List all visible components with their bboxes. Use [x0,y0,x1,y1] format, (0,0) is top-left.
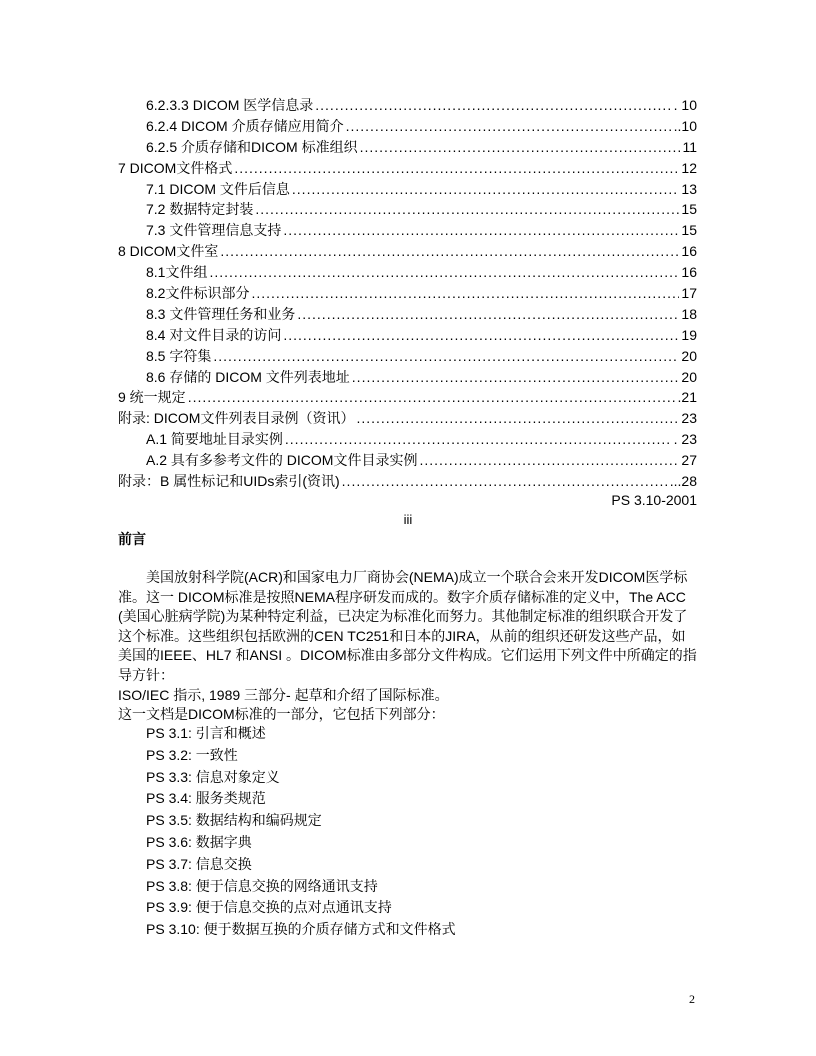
toc-entry-title: 8.3 文件管理任务和业务 [146,305,296,322]
toc-entry[interactable] [118,158,697,179]
toc-entry-title: 6.2.5 介质存储和DICOM 标准组织 [146,138,358,155]
dot-leader [234,158,679,179]
toc-entry-title: A.1 简要地址目录实例 [146,431,283,448]
dot-leader [285,429,672,450]
toc-entry[interactable] [118,116,697,137]
toc-entry-page: 23 [681,410,697,427]
toc-entry-page: 16 [681,243,697,260]
dot-leader [315,95,671,116]
dot-leader [342,471,668,492]
list-item: PS 3.8: 便于信息交换的网络通讯支持 [146,877,378,894]
toc-entry[interactable] [118,137,697,158]
dot-leader [356,408,679,429]
toc-entry[interactable] [118,95,697,116]
toc-entry[interactable] [118,325,697,346]
dot-leader [188,387,676,408]
toc-entry-page: 27 [681,452,697,469]
dot-leader [255,199,679,220]
toc-entry-page: ..10 [673,117,697,134]
toc-entry[interactable] [118,367,697,388]
toc-entry-title: 6.2.3.3 DICOM 医学信息录 [146,97,314,113]
dot-leader [419,450,679,471]
list-item: PS 3.1: 引言和概述 [146,725,266,741]
dot-leader [352,367,680,388]
dot-leader [251,283,679,304]
toc-entry-page: 12 [681,159,697,176]
dot-leader [360,137,681,158]
toc-entry-title: 7.2 数据特定封装 [146,201,254,218]
toc-entry-title: 9 统一规定 [118,389,186,406]
toc-entry-title: 附录：B 属性标记和UIDs索引(资讯) [118,473,340,490]
dot-leader [220,241,679,262]
toc-entry-page: . 10 [673,97,697,113]
toc-entry-page: ...28 [669,473,697,490]
toc-entry-title: 8.6 存储的 DICOM 文件列表地址 [146,368,350,385]
table-of-contents [118,95,697,492]
toc-entry-title: 6.2.4 DICOM 介质存储应用简介 [146,117,344,134]
dot-leader [213,346,679,367]
list-item: PS 3.4: 服务类规范 [146,790,266,807]
list-item: PS 3.7: 信息交换 [146,855,252,872]
toc-entry-page: 20 [681,347,697,364]
list-item: PS 3.2: 一致性 [146,746,238,763]
list-item: PS 3.9: 便于信息交换的点对点通讯支持 [146,899,392,916]
toc-entry-title: 7.3 文件管理信息支持 [146,222,282,239]
paragraph: 美国放射科学院(ACR)和国家电力厂商协会(NEMA)成立一个联合会来开发DICOM医学标准。这一 DICOM标准是按照NEMA程序研发而成的。数字介质存储标准的定义中，The ACC (美国心脏病学院)为某种特定利益，已决定为标准化而努力。其他制定标准的组织联合开发了这个标准。这些组织包括欧洲的CEN TC251和日本的JIRA，从前的组织还研发这些产品，如美国的IEEE、HL7 和ANSI 。DICOM标准由多部分文件构成。它们运用下列文件中所确定的指导方针： [118,569,697,683]
toc-entry-page: .21 [677,389,697,406]
toc-entry-page: 15 [681,201,697,218]
toc-entry-page: 16 [681,264,697,281]
toc-entry[interactable] [118,450,697,471]
list-item: PS 3.3: 信息对象定义 [146,768,280,785]
toc-entry-title: 7 DICOM文件格式 [118,159,233,176]
toc-entry-title: 8.5 字符集 [146,347,212,364]
toc-entry[interactable] [118,283,697,304]
toc-entry-page: 17 [681,285,697,302]
toc-entry[interactable] [118,346,697,367]
toc-entry-title: 8.1文件组 [146,264,208,281]
list-item: PS 3.6: 数据字典 [146,833,252,850]
toc-entry-title: 附录: DICOM文件列表目录例（资讯） [118,410,355,427]
toc-entry-page: 15 [681,222,697,239]
toc-entry-page: 18 [681,305,697,322]
toc-entry-page: 11 [682,138,697,155]
roman-page-number: iii [403,512,413,527]
toc-entry-title: A.2 具有多参考文件的 DICOM文件目录实例 [146,452,418,469]
dot-leader [297,304,679,325]
toc-entry[interactable] [118,241,697,262]
toc-entry-page: 20 [681,368,697,385]
toc-entry[interactable] [118,429,697,450]
toc-entry-title: 8 DICOM文件室 [118,243,219,260]
paragraph: 这一文档是DICOM标准的一部分，它包括下列部分： [118,706,445,723]
toc-entry[interactable] [118,304,697,325]
toc-entry-title: 8.2文件标识部分 [146,285,250,302]
paragraph: ISO/IEC 指示, 1989 三部分- 起草和介绍了国际标准。 [118,686,449,703]
dot-leader [209,262,679,283]
page-number: 2 [689,992,695,1006]
dot-leader [346,116,672,137]
toc-entry[interactable] [118,179,697,200]
dot-leader [283,220,679,241]
toc-entry-page: 13 [681,180,697,197]
parts-list [146,723,456,941]
dot-leader [292,179,680,200]
toc-entry[interactable] [118,387,697,408]
list-item: PS 3.5: 数据结构和编码规定 [146,812,322,829]
toc-entry-title: 8.4 对文件目录的访问 [146,326,282,343]
running-header: PS 3.10-2001 [611,492,697,508]
toc-entry[interactable] [118,220,697,241]
toc-entry-title: 7.1 DICOM 文件后信息 [146,180,290,197]
toc-entry[interactable] [118,262,697,283]
foreword-body [118,568,698,725]
toc-entry-page: 19 [681,326,697,343]
list-item: PS 3.10: 便于数据互换的介质存储方式和文件格式 [146,921,456,938]
toc-entry[interactable] [118,408,697,429]
toc-entry-page: . 23 [673,431,697,448]
dot-leader [283,325,679,346]
section-title: 前言 [118,531,146,547]
toc-entry[interactable] [118,199,697,220]
toc-entry[interactable] [118,471,697,492]
